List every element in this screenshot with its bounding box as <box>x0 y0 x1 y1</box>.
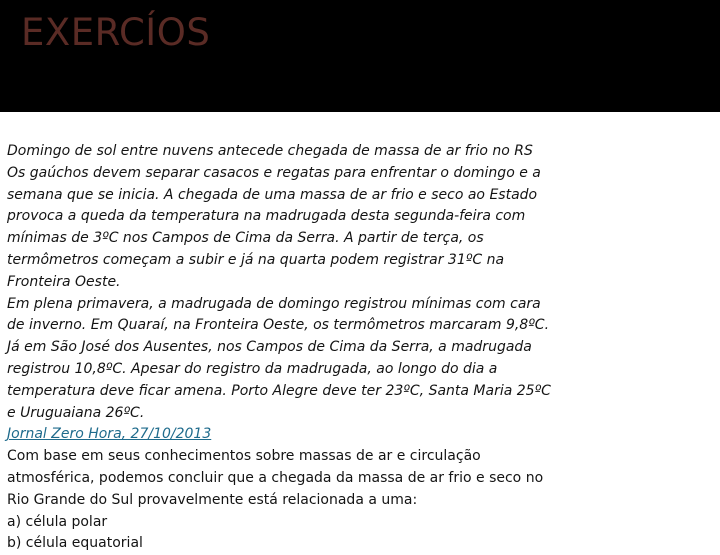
article-line: Já em São José dos Ausentes, nos Campos de Cima da Serra, a madrugada <box>7 339 532 356</box>
title-banner <box>0 0 720 112</box>
question-line: Rio Grande do Sul provavelmente está relacionada a uma: <box>7 491 418 508</box>
article-line: mínimas de 3ºC nos Campos de Cima da Serra. A partir de terça, os <box>7 230 484 247</box>
article-line: de inverno. Em Quaraí, na Fronteira Oeste, os termômetros marcaram 9,8ºC. <box>7 317 550 334</box>
page-title: EXERCÍOS <box>21 11 211 54</box>
article-line: registrou 10,8ºC. Apesar do registro da madrugada, ao longo do dia a <box>7 360 498 377</box>
question-line: atmosférica, podemos concluir que a chegada da massa de ar frio e seco no <box>7 469 544 486</box>
article-line: Os gaúchos devem separar casacos e regatas para enfrentar o domingo e a <box>7 164 541 181</box>
question-line: Com base em seus conhecimentos sobre massas de ar e circulação <box>7 448 481 465</box>
article-line: provoca a queda da temperatura na madrugada desta segunda-feira com <box>7 208 526 225</box>
answer-option-b: b) célula equatorial <box>7 535 143 552</box>
article-line: Fronteira Oeste. <box>7 273 121 290</box>
article-line: termômetros começam a subir e já na quarta podem registrar 31ºC na <box>7 251 505 268</box>
article-line: e Uruguaiana 26ºC. <box>7 404 145 421</box>
article-line: semana que se inicia. A chegada de uma massa de ar frio e seco ao Estado <box>7 186 538 203</box>
answer-option-a: a) célula polar <box>7 513 108 530</box>
article-line: Em plena primavera, a madrugada de domingo registrou mínimas com cara <box>7 295 541 312</box>
slide-body <box>7 141 719 552</box>
article-line: Domingo de sol entre nuvens antecede chegada de massa de ar frio no RS <box>7 143 533 159</box>
article-line: temperatura deve ficar amena. Porto Alegre deve ter 23ºC, Santa Maria 25ºC <box>7 382 551 399</box>
source-link[interactable]: Jornal Zero Hora, 27/10/2013 <box>7 426 212 443</box>
